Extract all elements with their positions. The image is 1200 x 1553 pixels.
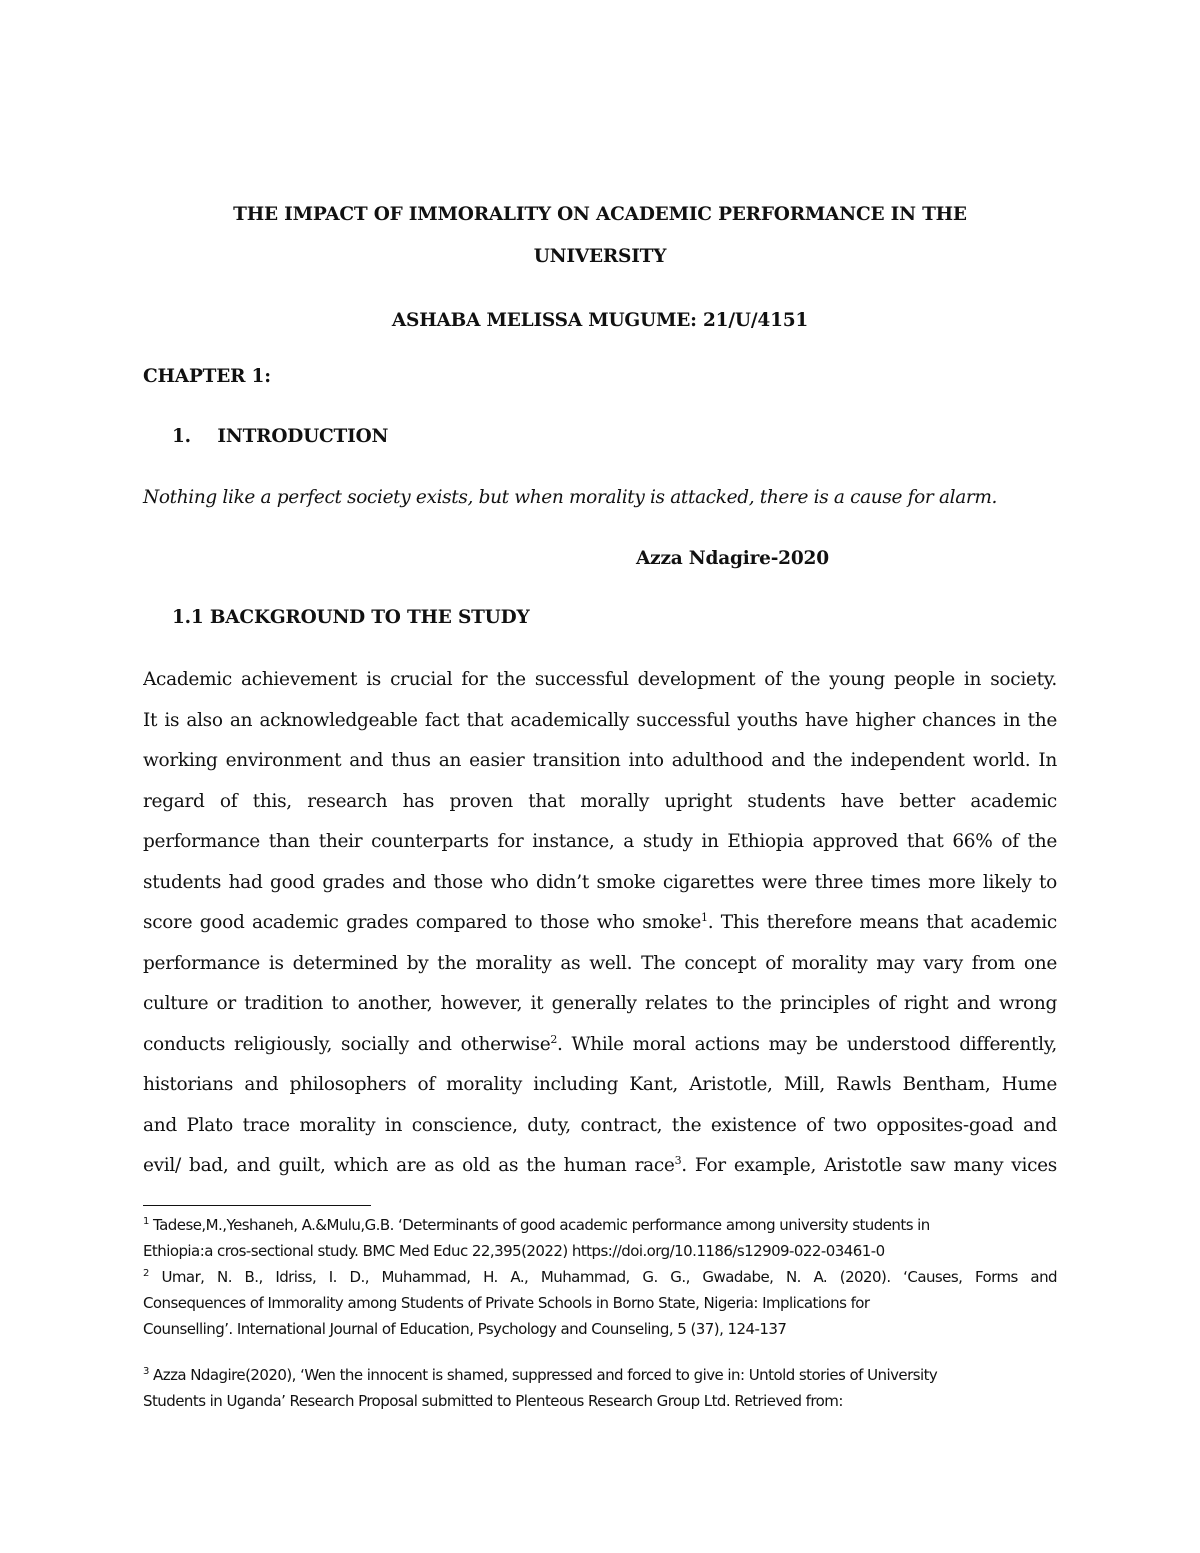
footnote-ref-1[interactable]: 1 bbox=[701, 910, 708, 924]
footnote-number: 1 bbox=[143, 1216, 149, 1227]
body-line-text: . While moral actions may be understood differently, bbox=[557, 1033, 1057, 1055]
footnote-number: 3 bbox=[143, 1366, 149, 1377]
section-title: INTRODUCTION bbox=[217, 426, 389, 447]
body-line: Academic achievement is crucial for the successful development of the young people in society. bbox=[143, 669, 1057, 690]
footnote-line bbox=[143, 1362, 1057, 1388]
body-paragraph bbox=[143, 660, 1057, 1187]
footnote-line: Students in Uganda’ Research Proposal submitted to Plenteous Research Group Ltd. Retrieved from: bbox=[143, 1392, 843, 1410]
footnote-line bbox=[143, 1212, 1057, 1238]
title-line-1: THE IMPACT OF IMMORALITY ON ACADEMIC PERFORMANCE IN THE bbox=[233, 204, 967, 225]
body-line: It is also an acknowledgeable fact that academically successful youths have higher chances in the bbox=[143, 709, 1057, 731]
footnote-3 bbox=[143, 1362, 1057, 1414]
footnotes bbox=[143, 1212, 1057, 1414]
body-line: performance than their counterparts for instance, a study in Ethiopia approved that 66% of the bbox=[143, 831, 1057, 852]
body-line-text: . This therefore means that academic bbox=[707, 912, 1057, 933]
body-line-text: score good academic grades compared to those who smoke bbox=[143, 912, 702, 933]
title-line-2: UNIVERSITY bbox=[533, 246, 667, 267]
footnote-ref-3[interactable]: 3 bbox=[674, 1153, 682, 1167]
footnote-ref-2[interactable]: 2 bbox=[550, 1032, 558, 1046]
footnote-1 bbox=[143, 1212, 1057, 1264]
footnote-gap bbox=[143, 1342, 1057, 1362]
body-line-text: evil/ bad, and guilt, which are as old as the human race bbox=[143, 1155, 675, 1176]
section-heading bbox=[172, 426, 388, 447]
chapter-heading: CHAPTER 1: bbox=[143, 366, 271, 387]
footnote-text: Umar, N. B., Idriss, I. D., Muhammad, H. A., Muhammad, G. G., Gwadabe, N. A. (2020). ‘Causes, Forms and bbox=[161, 1268, 1058, 1286]
epigraph-quote: Nothing like a perfect society exists, but when morality is attacked, there is a cause for alarm. bbox=[143, 487, 998, 508]
author-line: ASHABA MELISSA MUGUME: 21/U/4151 bbox=[391, 310, 809, 331]
body-line: working environment and thus an easier transition into adulthood and the independent world. In bbox=[143, 750, 1057, 771]
footnote-line: Ethiopia:a cros-sectional study. BMC Med Educ 22,395(2022) https://doi.org/10.1186/s12909-022-03461-0 bbox=[143, 1242, 885, 1260]
body-line: and Plato trace morality in conscience, duty, contract, the existence of two opposites-goad and bbox=[143, 1114, 1057, 1136]
footnote-text: Tadese,M.,Yeshaneh, A.&Mulu,G.B. ‘Determinants of good academic performance among university students in bbox=[153, 1216, 930, 1234]
body-line bbox=[143, 903, 1057, 944]
footnote-line bbox=[143, 1264, 1057, 1290]
body-line-text: . For example, Aristotle saw many vices bbox=[681, 1155, 1057, 1176]
footnote-text: Azza Ndagire(2020), ‘Wen the innocent is shamed, suppressed and forced to give in: Untold stories of University bbox=[153, 1366, 938, 1384]
body-line: students had good grades and those who didn’t smoke cigarettes were three times more likely to bbox=[143, 871, 1057, 893]
body-line: performance is determined by the morality as well. The concept of morality may vary from one bbox=[143, 952, 1057, 974]
footnote-number: 2 bbox=[143, 1268, 149, 1279]
footnote-line: Consequences of Immorality among Students of Private Schools in Borno State, Nigeria: Implications for bbox=[143, 1294, 870, 1312]
footnote-line: Counselling’. International Journal of Education, Psychology and Counseling, 5 (37), 124-137 bbox=[143, 1320, 787, 1338]
footnote-2 bbox=[143, 1264, 1057, 1342]
subsection-heading: 1.1 BACKGROUND TO THE STUDY bbox=[172, 607, 530, 628]
body-line: culture or tradition to another, however, it generally relates to the principles of right and wrong bbox=[143, 993, 1057, 1014]
body-line-text: conducts religiously, socially and otherwise bbox=[143, 1033, 551, 1055]
section-number: 1. bbox=[172, 426, 191, 447]
body-line: historians and philosophers of morality including Kant, Aristotle, Mill, Rawls Bentham, Hume bbox=[143, 1074, 1057, 1095]
epigraph-attribution: Azza Ndagire-2020 bbox=[636, 548, 829, 569]
body-line: regard of this, research has proven that morally upright students have better academic bbox=[143, 790, 1057, 812]
body-line bbox=[143, 1025, 1057, 1066]
footnote-separator bbox=[143, 1205, 371, 1206]
document-title bbox=[143, 194, 1057, 278]
body-line bbox=[143, 1146, 1057, 1187]
